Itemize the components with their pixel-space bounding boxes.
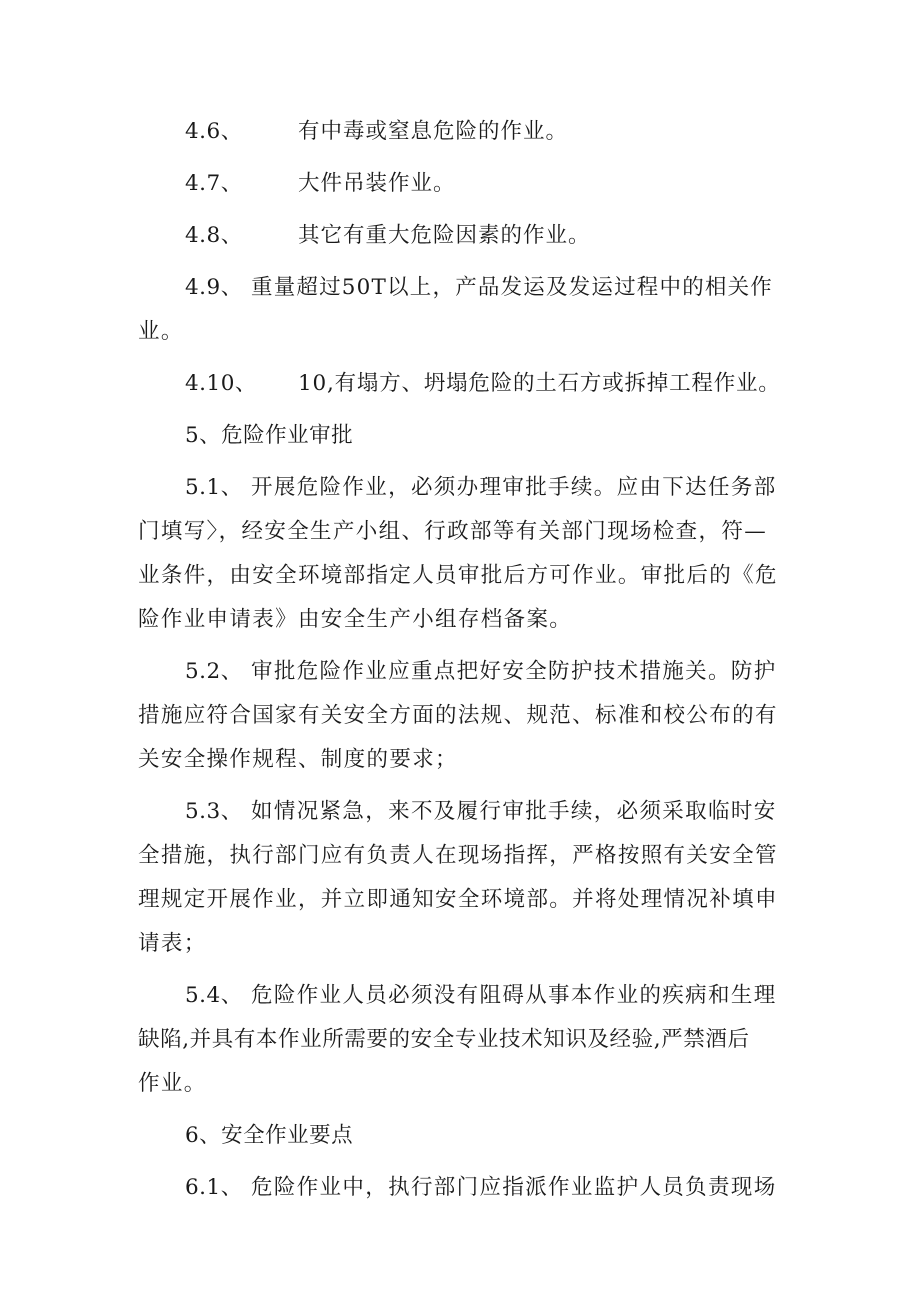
- item-number: 4.8、: [185, 223, 243, 248]
- item-number: 4.9、: [185, 275, 243, 300]
- para-text: 审批危险作业应重点把好安全防护技术措施关。防护: [251, 659, 777, 684]
- item-text: 有中毒或窒息危险的作业。: [298, 119, 569, 144]
- para-text: 全措施，执行部门应有负责人在现场指挥，严格按照有关安全管: [138, 843, 778, 868]
- item-number: 4.7、: [185, 171, 243, 196]
- para-number: 6.1、: [185, 1175, 243, 1200]
- para-text: 危险作业人员必须没有阻碍从事本作业的疾病和生理: [251, 983, 777, 1008]
- para-number: 5.2、: [185, 659, 243, 684]
- item-text: 其它有重大危险因素的作业。: [298, 223, 591, 248]
- para-text: 开展危险作业，必须办理审批手续。应由下达任务部: [251, 475, 777, 500]
- item-number: 4.10、: [185, 371, 257, 396]
- para-text: 作业。: [138, 1071, 207, 1096]
- item-text: 10,有塌方、坍塌危险的土石方或拆掉工程作业。: [298, 371, 781, 396]
- section-heading: 6、安全作业要点: [185, 1123, 354, 1148]
- para-text: 措施应符合国家有关安全方面的法规、规范、标准和校公布的有: [138, 703, 778, 728]
- para-text: 业条件，由安全环境部指定人员审批后方可作业。审批后的《危: [138, 563, 778, 588]
- item-number: 4.6、: [185, 119, 243, 144]
- para-text: 理规定开展作业，并立即通知安全环境部。并将处理情况补填申: [138, 887, 778, 912]
- para-text: 险作业申请表》由安全生产小组存档备案。: [138, 607, 573, 632]
- para-text: 缺陷,并具有本作业所需要的安全专业技术知识及经验,严禁酒后: [138, 1027, 750, 1052]
- para-number: 5.4、: [185, 983, 243, 1008]
- para-text: 危险作业中，执行部门应指派作业监护人员负责现场: [251, 1175, 777, 1200]
- para-number: 5.1、: [185, 475, 243, 500]
- para-text: 请表；: [138, 931, 207, 956]
- para-text: 门填写〉，经安全生产小组、行政部等有关部门现场检查，符—: [138, 519, 768, 544]
- para-number: 5.3、: [185, 799, 243, 824]
- para-text: 如情况紧急，来不及履行审批手续，必须采取临时安: [251, 799, 777, 824]
- item-text: 重量超过50T以上，产品发运及发运过程中的相关作: [251, 275, 774, 300]
- item-text: 业。: [138, 319, 184, 344]
- item-text: 大件吊装作业。: [298, 171, 456, 196]
- para-text: 关安全操作规程、制度的要求；: [138, 747, 458, 772]
- section-heading: 5、危险作业审批: [185, 423, 354, 448]
